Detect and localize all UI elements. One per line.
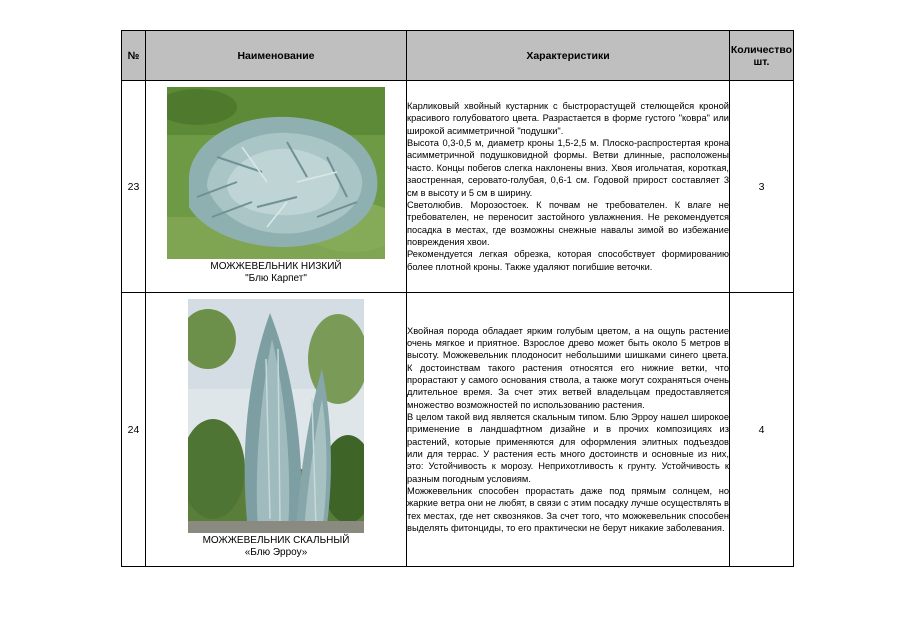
plant-description [407, 81, 730, 293]
plant-name-cell [146, 81, 407, 293]
plant-name-line1: МОЖЖЕВЕЛЬНИК НИЗКИЙ [210, 260, 342, 272]
quantity: 4 [730, 293, 794, 567]
table-row [122, 293, 794, 567]
plant-name-line2: «Блю Эрроу» [244, 546, 308, 558]
header-characteristics: Характеристики [407, 31, 730, 81]
plant-name [146, 535, 406, 561]
description-paragraph: Рекомендуется легкая обрезка, которая способствует формированию более плотной кроны. Также удаляют погибшие веточки. [407, 249, 729, 272]
description-paragraph: Хвойная порода обладает ярким голубым цветом, а на ощупь растение очень мягкое и приятное. Взрослое древо может быть около 5 метров в высоту. Можжевельник плодоносит небольшими шишками синего цвета. К достоинствам такого растения относятся его нижние ветки, что прорастают у самого основания ствола, а также могут сохраняться очень длительное время. За счет этих ветвей владельцам предоставляется множество возможностей по использованию растения. [407, 325, 729, 410]
header-number: № [122, 31, 146, 81]
plant-description [407, 293, 730, 567]
plant-name [146, 261, 406, 287]
row-number: 23 [122, 81, 146, 293]
header-name: Наименование [146, 31, 407, 81]
description-paragraph: Карликовый хвойный кустарник с быстрорастущей стелющейся кроной красивого голубоватого цвета. Разрастается в форме густого "ковра" или широкой асимметричной "подушки". [407, 101, 729, 136]
plants-table [121, 30, 794, 567]
blue-arrow-juniper-photo [188, 299, 364, 533]
description-paragraph: Можжевельник способен прорастать даже под прямым солнцем, но жаркие ветра они не любят, в связи с этим посадку лучше осуществлять в тех местах, где нет сквозняков. За счет того, что можжевельник способен выделять фитонциды, то его практически не берут никакие заболевания. [407, 486, 729, 534]
header-row [122, 31, 794, 81]
description-paragraph: Светолюбив. Морозостоек. К почвам не требователен. К влаге не требователен, не переносит застойного увлажнения. Не рекомендуется посадка в местах, где возможны снежные навалы зимой во избежание повреждения хвои. [407, 199, 729, 247]
table-row [122, 81, 794, 293]
row-number: 24 [122, 293, 146, 567]
plant-name-cell [146, 293, 407, 567]
description-paragraph: Высота 0,3-0,5 м, диаметр кроны 1,5-2,5 м. Плоско-распростертая крона асимметричной подушковидной формы. Ветви длинные, расположены часто. Концы побегов слегка наклонены вниз. Хвоя игольчатая, короткая, заостренная, серовато-голубая, 0,6-1 см. Годовой прирост составляет 3 см в высоту и 5 см в ширину. [407, 138, 729, 198]
quantity: 3 [730, 81, 794, 293]
plant-name-line1: МОЖЖЕВЕЛЬНИК СКАЛЬНЫЙ [202, 534, 350, 546]
plant-name-line2: "Блю Карпет" [245, 272, 307, 284]
blue-carpet-juniper-photo [167, 87, 385, 259]
description-paragraph: В целом такой вид является скальным типом. Блю Эрроу нашел широкое применение в ландшафтном дизайне и в прочих композициях из растений, которые применяются для оформления элитных подъездов или для террас. У растения есть много достоинств и основные из них, это: Устойчивость к морозу. Неприхотливость к грунту. Устойчивость к разным погодным условиям. [407, 411, 729, 484]
header-quantity: Количество шт. [730, 31, 794, 81]
